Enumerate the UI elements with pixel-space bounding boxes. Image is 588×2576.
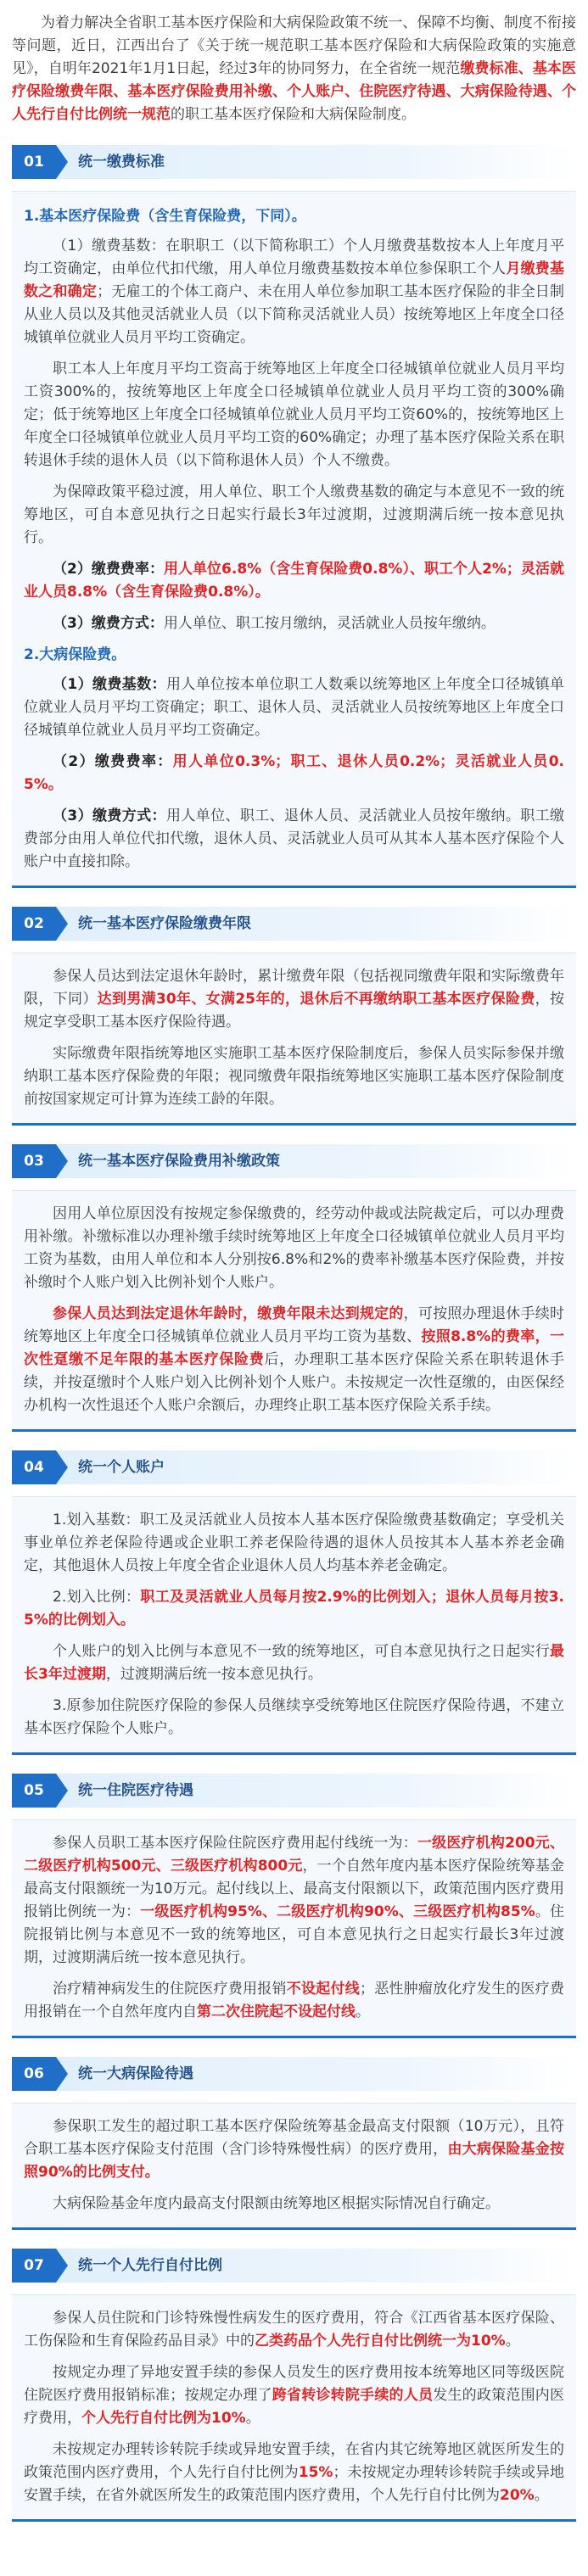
section-header <box>12 2057 576 2091</box>
section-contribution-standard <box>12 145 576 888</box>
paragraph: 为保障政策平稳过渡，用人单位、职工个人缴费基数的确定与本意见不一致的统筹地区，可自本意见执行之日起实行最长3年过渡期，过渡期满后统一按本意见执行。 <box>24 483 564 546</box>
intro-highlight: 缴费标准、基本医疗保险缴费年限、基本医疗保险费用补缴、个人账户、住院医疗待遇、大病保险待遇、个人先行自付比例统一规范 <box>12 60 576 123</box>
section-body <box>12 953 576 1126</box>
section-number: 03 <box>12 1144 56 1178</box>
intro-paragraph: 为着力解决全省职工基本医疗保险和大病保险政策不统一、保障不均衡、制度不衔接等问题，近日，江西出台了《关于统一规范职工基本医疗保险和大病保险政策的实施意见》，自明年2021年1月1日起，经过3年的协同努力，在全省统一规范缴费标准、基本医疗保险缴费年限、基本医疗保险费用补缴、个人账户、住院医疗待遇、大病保险待遇、个人先行自付比例统一规范的职工基本医疗保险和大病保险制度。 <box>12 14 576 123</box>
section-title: 统一个人账户 <box>78 1459 165 1476</box>
section-header <box>12 907 576 941</box>
paragraph: 个人账户的划入比例与本意见不一致的统筹地区，可自本意见执行之日起实行最长3年过渡期，过渡期满后统一按本意见执行。 <box>24 1643 564 1683</box>
paragraph: （3）缴费方式：用人单位、职工按月缴纳，灵活就业人员按年缴纳。 <box>53 615 496 632</box>
section-title: 统一基本医疗保险缴费年限 <box>78 915 251 932</box>
section-contribution-years <box>12 907 576 1126</box>
paragraph: 因用人单位原因没有按规定参保缴费的，经劳动仲裁或法院裁定后，可以办理费用补缴。补缴标准以办理补缴手续时统筹地区上年度全口径城镇单位就业人员月平均工资为基数，由用人单位和本人分别按6.8%和2%的费率补缴基本医疗保险费，并按补缴时个人账户划入比例补划个人账户。 <box>24 1205 564 1291</box>
paragraph: 参保人员住院和门诊特殊慢性病发生的医疗费用，符合《江西省基本医疗保险、工伤保险和生育保险药品目录》中的乙类药品个人先行自付比例统一为10%。 <box>24 2310 564 2350</box>
paragraph: 参保人员达到法定退休年龄时，累计缴费年限（包括视同缴费年限和实际缴费年限，下同）达到男满30年、女满25年的，退休后不再缴纳职工基本医疗保险费，按规定享受职工基本医疗保险待遇。 <box>24 968 564 1031</box>
paragraph: 参保人员职工基本医疗保险住院医疗费用起付线统一为：一级医疗机构200元、二级医疗机构500元、三级医疗机构800元，一个自然年度内基本医疗保险统筹基金最高支付限额统一为10万元。起付线以上、最高支付限额以下，政策范围内医疗费用报销比例统一为：一级医疗机构95%、二级医疗机构90%、三级医疗机构85%。住院报销比例与本意见不一致的统筹地区，可自本意见执行之日起实行最长3年过渡期，过渡期满后统一按本意见执行。 <box>24 1835 565 1966</box>
section-header <box>12 1144 576 1178</box>
section-header <box>12 1450 576 1484</box>
section-self-pay-ratio <box>12 2249 576 2522</box>
paragraph: 1.划入基数：职工及灵活就业人员按本人基本医疗保险缴费基数确定；享受机关事业单位养老保险待遇或企业职工养老保险待遇的退休人员按其本人基本养老金确定，其他退休人员按上年度全省企业退休人员人均基本养老金确定。 <box>24 1512 564 1574</box>
paragraph: 参保人员达到法定退休年龄时，缴费年限未达到规定的，可按照办理退休手续时统筹地区上年度全口径城镇单位就业人员月平均工资为基数、按照8.8%的费率，一次性趸缴不足年限的基本医疗保险费后，办理职工基本医疗保险关系在职转退休手续，并按趸缴时个人账户划入比例补划个人账户。未按规定一次性趸缴的，由医保经办机构一次性退还个人账户余额后，办理终止职工基本医疗保险关系手续。 <box>24 1305 565 1414</box>
section-header <box>12 145 576 179</box>
section-number: 01 <box>12 145 56 179</box>
subheading: 2.大病保险费。 <box>24 646 126 663</box>
section-number: 04 <box>12 1450 56 1484</box>
paragraph: 2.划入比例：职工及灵活就业人员每月按2.9%的比例划入；退休人员每月按3.5%的比例划入。 <box>24 1589 564 1629</box>
section-body <box>12 2103 576 2230</box>
paragraph: （3）缴费方式：用人单位、职工、退休人员、灵活就业人员按年缴纳。职工缴费部分由用人单位代扣代缴，退休人员、灵活就业人员可从其本人基本医疗保险个人账户中直接扣除。 <box>24 807 564 870</box>
paragraph: 按规定办理了异地安置手续的参保人员发生的医疗费用按本统筹地区同等级医院住院医疗费用报销标准；按规定办理了跨省转诊转院手续的人员发生的政策范围内医疗费用，个人先行自付比例为10%。 <box>24 2364 565 2427</box>
paragraph: 职工本人上年度月平均工资高于统筹地区上年度全口径城镇单位就业人员月平均工资300%的，按统筹地区上年度全口径城镇单位就业人员月平均工资的300%确定；低于统筹地区上年度全口径城镇单位就业人员月平均工资60%的，按统筹地区上年度全口径城镇单位就业人员月平均工资的60%确定；办理了基本医疗保险关系在职转退休手续的退休人员（以下简称退休人员）个人不缴费。 <box>24 360 564 469</box>
section-title: 统一住院医疗待遇 <box>78 1782 193 1799</box>
paragraph: （2）缴费费率：用人单位0.3%；职工、退休人员0.2%；灵活就业人员0.5%。 <box>24 753 564 793</box>
paragraph: 治疗精神病发生的住院医疗费用报销不设起付线；恶性肿瘤放化疗发生的医疗费用报销在一个自然年度内自第二次住院起不设起付线。 <box>24 1981 565 2020</box>
section-body <box>12 1496 576 1755</box>
section-body <box>12 2294 576 2522</box>
section-inpatient-benefits <box>12 1774 576 2038</box>
subheading: 1.基本医疗保险费（含生育保险费，下同）。 <box>24 208 306 225</box>
section-critical-illness <box>12 2057 576 2230</box>
paragraph: 未按规定办理转诊转院手续或异地安置手续，在省内其它统筹地区就医所发生的政策范围内医疗费用，个人先行自付比例为15%；未按规定办理转诊转院手续或异地安置手续，在省外就医所发生的政策范围内医疗费用，个人先行自付比例为20%。 <box>24 2441 565 2504</box>
paragraph: 实际缴费年限指统筹地区实施职工基本医疗保险制度后，参保人员实际参保并缴纳职工基本医疗保险费的年限；视同缴费年限指统筹地区实施职工基本医疗保险制度前按国家规定可计算为连续工龄的年限。 <box>24 1045 564 1108</box>
section-title: 统一个人先行自付比例 <box>78 2257 222 2274</box>
section-title: 统一基本医疗保险费用补缴政策 <box>78 1153 280 1170</box>
section-number: 05 <box>12 1774 56 1808</box>
section-title: 统一缴费标准 <box>78 154 165 170</box>
paragraph: （2）缴费费率：用人单位6.8%（含生育保险费0.8%）、职工个人2%；灵活就业人员8.8%（含生育保险费0.8%）。 <box>24 561 564 601</box>
paragraph: 参保职工发生的超过职工基本医疗保险统筹基金最高支付限额（10万元），且符合职工基本医疗保险支付范围（含门诊特殊慢性病）的医疗费用，由大病保险基金按照90%的比例支付。 <box>24 2118 565 2181</box>
paragraph: （1）缴费基数：用人单位按本单位职工人数乘以统筹地区上年度全口径城镇单位就业人员月平均工资确定；职工、退休人员、灵活就业人员按统筹地区上年度全口径城镇单位就业人员月平均工资确定。 <box>24 676 564 739</box>
section-body <box>12 1190 576 1432</box>
section-header <box>12 1774 576 1808</box>
section-number: 02 <box>12 907 56 941</box>
paragraph: （1）缴费基数：在职职工（以下简称职工）个人月缴费基数按本人上年度月平均工资确定，由单位代扣代缴，用人单位月缴费基数按本单位参保职工个人月缴费基数之和确定；无雇工的个体工商户、未在用人单位参加职工基本医疗保险的非全日制从业人员以及其他灵活就业人员（以下简称灵活就业人员）按统筹地区上年度全口径城镇单位就业人员月平均工资确定。 <box>24 237 565 346</box>
section-body <box>12 1819 576 2038</box>
paragraph: 大病保险基金年度内最高支付限额由统筹地区根据实际情况自行确定。 <box>53 2195 500 2212</box>
section-body <box>12 191 576 888</box>
paragraph: 3.原参加住院医疗保险的参保人员继续享受统筹地区住院医疗保险待遇，不建立基本医疗保险个人账户。 <box>24 1697 564 1737</box>
section-back-payment <box>12 1144 576 1432</box>
section-title: 统一大病保险待遇 <box>78 2065 193 2082</box>
section-number: 06 <box>12 2057 56 2091</box>
section-number: 07 <box>12 2249 56 2283</box>
section-personal-account <box>12 1450 576 1755</box>
section-header <box>12 2249 576 2283</box>
